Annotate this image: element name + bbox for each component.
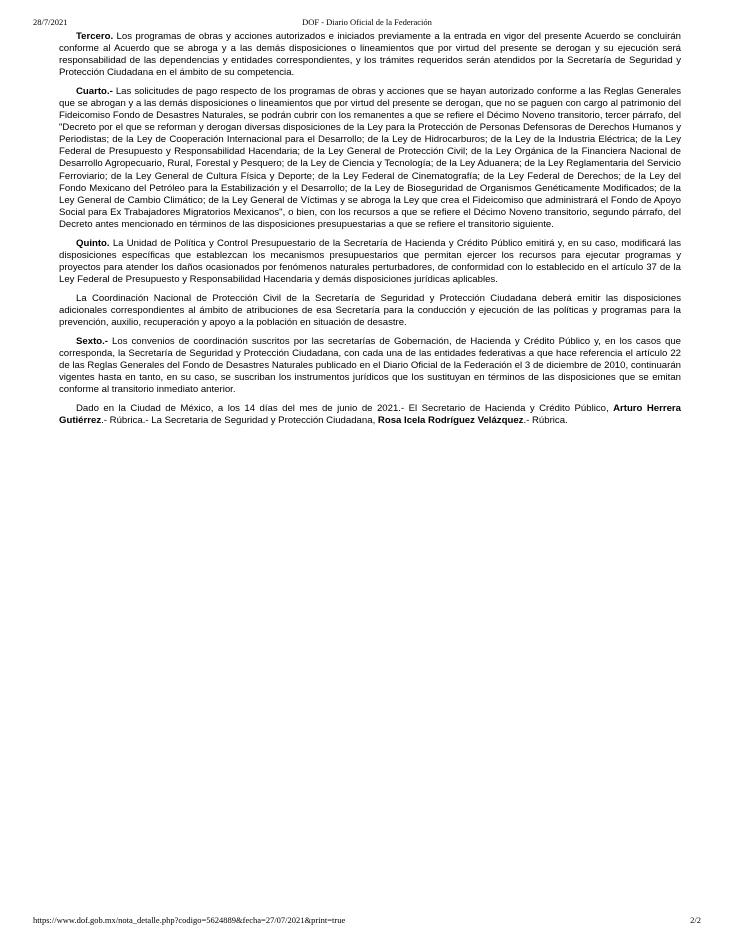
closing-paragraph [59,403,681,427]
signatory-name-1: Arturo Herrera Gutiérrez [59,403,681,427]
print-footer [33,915,701,927]
page-title: DOF - Diario Oficial de la Federación [302,17,432,27]
paragraph-text: Los programas de obras y acciones autorizados e iniciados previamente a la entrada en vigor del presente Acuerdo se concluirán conforme al Acuerdo que se abroga y a las demás disposiciones o lineamientos que por virtud del presente se derogan y su ejecución será responsabilidad de las dependencias y entidades correspondientes, y los trámites requeridos serán atendidos por la Secretaría de Seguridad y Protección Ciudadana en el ámbito de su competencia. [59,31,681,79]
paragraph-sexto [59,336,681,396]
closing-text-1: Dado en la Ciudad de México, a los 14 días del mes de junio de 2021.- El Secretario de Hacienda y Crédito Público, [76,403,614,415]
paragraph-text: La Unidad de Política y Control Presupuestario de la Secretaría de Hacienda y Crédito Público emitirá y, en su caso, modificará las disposiciones específicas que establezcan los mecanismos presupuestarios que permitan ejercer los recursos para ejecutar programas y proyectos para atender los daños ocasionados por fenómenos naturales perturbadores, de conformidad con lo establecido en el artículo 37 de la Ley Federal de Presupuesto y Responsabilidad Hacendaria y demás disposiciones jurídicas aplicables. [59,237,681,285]
paragraph-text: Las solicitudes de pago respecto de los programas de obras y acciones que se hayan autorizado conforme a las Reglas Generales que se abrogan y a las demás disposiciones o lineamientos que por virtud del presente se derogan, que no se paguen con cargo al patrimonio del Fideicomiso Fondo de Desastres Naturales, se podrán cubrir con los remanentes a que se refiere el Décimo Noveno transitorio, tercer párrafo, del "Decreto por el que se reforman y derogan diversas disposiciones de la Ley para la Protección de Personas Defensoras de Derechos Humanos y Periodistas; de la Ley de Cooperación Internacional para el Desarrollo; de la Ley de Hidrocarburos; de la Ley de la Industria Eléctrica; de la Ley Federal de Presupuesto y Responsabilidad Hacendaria; de la Ley General de Protección Civil; de la Ley Orgánica de la Financiera Nacional de Desarrollo Agropecuario, Rural, Forestal y Pesquero; de la Ley de Ciencia y Tecnología; de la Ley Aduanera; de la Ley Reglamentaria del Servicio Ferroviario; de la Ley General de Cultura Física y Deporte; de la Ley Federal de Cinematografía; de la Ley Federal de Derechos; de la Ley del Fondo Mexicano del Petróleo para la Estabilización y el Desarrollo; de la Ley de Bioseguridad de Organismos Genéticamente Modificados; de la Ley General de Cambio Climático; de la Ley General de Víctimas y se abroga la Ley que crea el Fideicomiso que administrará el Fondo de Apoyo Social para Ex Trabajadores Migratorios Mexicanos", o bien, con los recursos a que se refiere el Décimo Noveno transitorio, segundo párrafo, del Decreto antes mencionado en términos de las disposiciones presupuestarias a que se refiere el transitorio siguiente. [59,86,681,230]
closing-text-3: .- Rúbrica. [523,415,568,427]
paragraph-lead: Quinto. [76,237,110,249]
signatory-name-2: Rosa Icela Rodríguez Velázquez [377,415,524,427]
print-date: 28/7/2021 [33,17,68,27]
page-url: https://www.dof.gob.mx/nota_detalle.php?codigo=5624889&fecha=27/07/2021&print=true [33,915,346,925]
document-body [59,31,681,434]
print-header [33,17,701,29]
closing-text-2: .- Rúbrica.- La Secretaria de Seguridad y Protección Ciudadana, [101,415,378,427]
paragraph-lead: Cuarto.- [76,86,113,98]
paragraph-coordinacion [59,293,681,329]
page-number: 2/2 [690,915,701,925]
paragraph-text: Los convenios de coordinación suscritos por las secretarías de Gobernación, de Hacienda y Crédito Público y, en los casos que corresponda, la Secretaría de Seguridad y Protección Ciudadana, con cada una de las entidades federativas a que hace referencia el artículo 22 de las Reglas Generales del Fondo de Desastres Naturales publicado en el Diario Oficial de la Federación el 3 de diciembre de 2010, continuarán vigentes hasta en tanto, en su caso, se suscriban los instrumentos jurídicos que los sustituyan en términos de las disposiciones que se emitan conforme al transitorio inmediato anterior. [59,336,681,396]
paragraph-text: La Coordinación Nacional de Protección Civil de la Secretaría de Seguridad y Protección Ciudadana deberá emitir las disposiciones adicionales correspondientes al ámbito de atribuciones de esa Secretaría para la conducción y ejecución de las políticas y programas para la prevención, auxilio, recuperación y apoyo a la población en situación de desastre. [59,292,681,329]
paragraph-cuarto [59,86,681,231]
paragraph-lead: Tercero. [76,31,114,42]
paragraph-lead: Sexto.- [76,336,108,348]
paragraph-tercero [59,31,681,79]
paragraph-quinto [59,238,681,286]
